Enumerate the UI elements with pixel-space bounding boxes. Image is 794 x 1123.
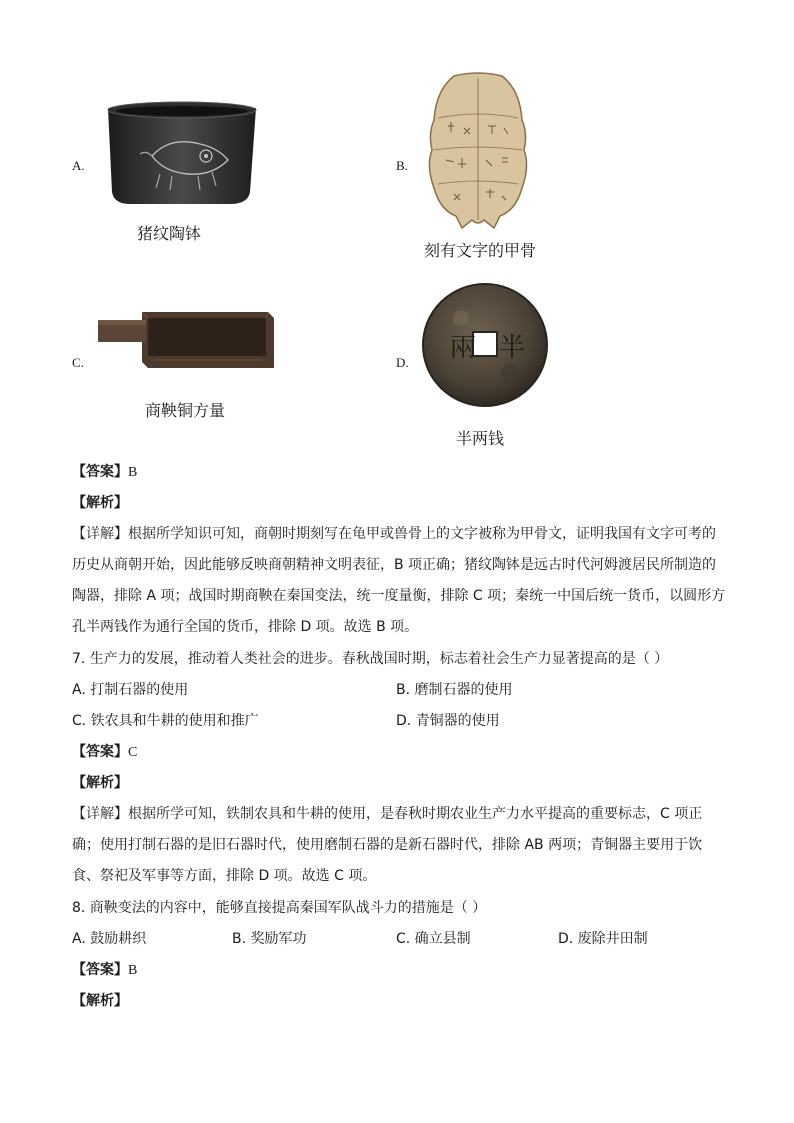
q8-analysis-tag: 【解析】	[72, 993, 128, 1009]
option-a-caption: 猪纹陶钵	[137, 224, 202, 243]
q6-detail-line: 【详解】根据所学知识可知，商朝时期刻写在龟甲或兽骨上的文字被称为甲骨文，证明我国有文字可考的	[72, 526, 716, 542]
option-b-caption: 刻有文字的甲骨	[424, 241, 537, 260]
q6-detail-line: 历史从商朝开始，因此能够反映商朝精神文明表征，B 项正确；猪纹陶钵是远古时代河姆渡居民所制造的	[72, 557, 717, 573]
q7-option-c[interactable]: C. 铁农具和牛耕的使用和推广	[72, 713, 259, 729]
option-c-letter: C.	[72, 355, 84, 370]
q7-detail-line: 【详解】根据所学可知，铁制农具和牛耕的使用，是春秋时期农业生产力水平提高的重要标志，C 项正	[72, 806, 703, 822]
inscribed-oracle-bone-image	[424, 70, 532, 230]
q8-stem: 8. 商鞅变法的内容中，能够直接提高秦国军队战斗力的措施是（ ）	[72, 900, 487, 916]
coin-glyph-right: 半	[499, 333, 526, 363]
q8-answer-tag: 【答案】	[72, 962, 128, 978]
pig-pattern-pottery-bowl-image	[100, 96, 262, 208]
option-d-letter: D.	[396, 355, 409, 370]
q7-detail-line: 确；使用打制石器的是旧石器时代，使用磨制石器的是新石器时代，排除 AB 两项；青铜器主要用于饮	[72, 837, 703, 853]
q7-option-d[interactable]: D. 青铜器的使用	[396, 713, 500, 729]
q6-analysis-tag: 【解析】	[72, 495, 128, 511]
ban-liang-coin-image	[421, 282, 549, 408]
q7-answer-value: C	[128, 745, 138, 760]
q8-option-a[interactable]: A. 鼓励耕织	[72, 931, 147, 947]
q7-option-a[interactable]: A. 打制石器的使用	[72, 682, 189, 698]
option-a-letter: A.	[72, 158, 85, 173]
q7-stem: 7. 生产力的发展，推动着人类社会的进步。春秋战国时期，标志着社会生产力显著提高的是（ ）	[72, 651, 669, 667]
q6-answer-line	[72, 462, 137, 483]
q8-option-b[interactable]: B. 奖励军功	[232, 931, 307, 947]
q6-detail-line: 陶器，排除 A 项；战国时期商鞅在秦国变法，统一度量衡，排除 C 项；秦统一中国后统一货币，以圆形方	[72, 588, 726, 604]
q8-option-d[interactable]: D. 废除井田制	[558, 931, 648, 947]
option-c-caption: 商鞅铜方量	[145, 401, 226, 420]
coin-glyph-left: 兩	[450, 333, 477, 363]
q7-analysis-tag: 【解析】	[72, 775, 128, 791]
q8-option-c[interactable]: C. 确立县制	[396, 931, 471, 947]
option-d-caption: 半两钱	[456, 429, 505, 448]
q8-answer-value: B	[128, 963, 138, 978]
q6-answer-value: B	[128, 465, 138, 480]
q7-answer-tag: 【答案】	[72, 744, 128, 760]
q7-answer-line	[72, 742, 137, 763]
q8-answer-line	[72, 960, 137, 981]
q6-detail-line: 孔半两钱作为通行全国的货币，排除 D 项。故选 B 项。	[72, 619, 419, 635]
q7-option-b[interactable]: B. 磨制石器的使用	[396, 682, 513, 698]
option-b-letter: B.	[396, 158, 408, 173]
q7-detail-line: 食、祭祀及军事等方面，排除 D 项。故选 C 项。	[72, 868, 377, 884]
q6-answer-tag: 【答案】	[72, 464, 128, 480]
shang-yang-bronze-measure-image	[98, 308, 274, 372]
